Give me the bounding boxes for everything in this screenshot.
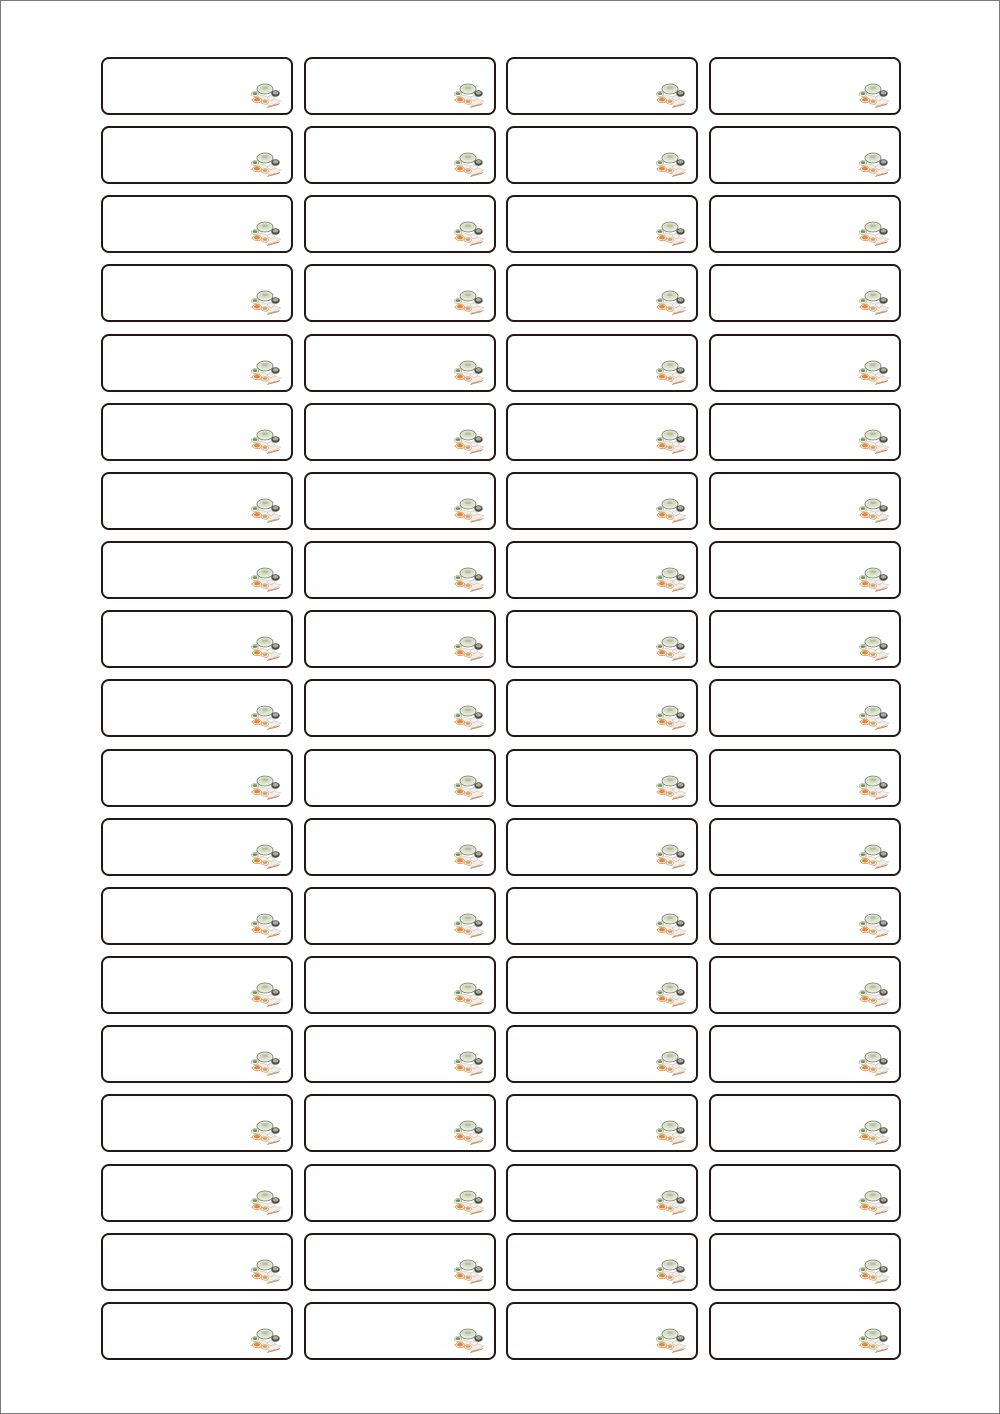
label-cell: [304, 472, 496, 530]
label-cell: [101, 334, 293, 392]
food-set-icon: [652, 701, 688, 731]
food-set-icon: [450, 909, 486, 939]
label-cell: [709, 956, 901, 1014]
food-set-icon: [450, 771, 486, 801]
food-set-icon: [450, 217, 486, 247]
food-set-icon: [450, 978, 486, 1008]
label-cell: [304, 818, 496, 876]
food-set-icon: [652, 1255, 688, 1285]
label-cell: [709, 887, 901, 945]
food-set-icon: [652, 286, 688, 316]
food-set-icon: [450, 563, 486, 593]
label-cell: [709, 1025, 901, 1083]
food-set-icon: [247, 771, 283, 801]
label-cell: [506, 334, 698, 392]
food-set-icon: [450, 632, 486, 662]
food-set-icon: [450, 425, 486, 455]
food-set-icon: [652, 1116, 688, 1146]
label-cell: [709, 1302, 901, 1360]
label-cell: [101, 749, 293, 807]
label-cell: [101, 403, 293, 461]
food-set-icon: [247, 563, 283, 593]
label-cell: [506, 1025, 698, 1083]
label-cell: [709, 749, 901, 807]
food-set-icon: [855, 425, 891, 455]
food-set-icon: [652, 978, 688, 1008]
label-cell: [304, 195, 496, 253]
label-cell: [709, 1233, 901, 1291]
label-cell: [101, 264, 293, 322]
food-set-icon: [855, 563, 891, 593]
label-cell: [101, 818, 293, 876]
label-cell: [304, 1233, 496, 1291]
food-set-icon: [247, 148, 283, 178]
label-cell: [101, 1233, 293, 1291]
food-set-icon: [247, 1255, 283, 1285]
food-set-icon: [855, 1047, 891, 1077]
label-cell: [709, 126, 901, 184]
food-set-icon: [855, 1324, 891, 1354]
food-set-icon: [450, 148, 486, 178]
label-cell: [304, 610, 496, 668]
food-set-icon: [450, 356, 486, 386]
food-set-icon: [247, 1047, 283, 1077]
food-set-icon: [855, 1116, 891, 1146]
label-cell: [304, 749, 496, 807]
label-cell: [304, 1094, 496, 1152]
label-cell: [101, 541, 293, 599]
food-set-icon: [247, 840, 283, 870]
food-set-icon: [652, 148, 688, 178]
label-cell: [304, 1164, 496, 1222]
label-cell: [506, 610, 698, 668]
food-set-icon: [450, 701, 486, 731]
food-set-icon: [855, 1255, 891, 1285]
food-set-icon: [652, 1324, 688, 1354]
food-set-icon: [450, 1047, 486, 1077]
food-set-icon: [652, 909, 688, 939]
label-cell: [709, 472, 901, 530]
food-set-icon: [855, 701, 891, 731]
food-set-icon: [247, 978, 283, 1008]
label-cell: [709, 818, 901, 876]
food-set-icon: [247, 79, 283, 109]
food-set-icon: [652, 217, 688, 247]
food-set-icon: [652, 1186, 688, 1216]
food-set-icon: [247, 1116, 283, 1146]
label-cell: [506, 887, 698, 945]
label-cell: [709, 195, 901, 253]
food-set-icon: [652, 840, 688, 870]
food-set-icon: [855, 978, 891, 1008]
food-set-icon: [855, 494, 891, 524]
label-cell: [709, 541, 901, 599]
food-set-icon: [247, 286, 283, 316]
food-set-icon: [855, 632, 891, 662]
label-cell: [101, 1094, 293, 1152]
food-set-icon: [855, 771, 891, 801]
label-cell: [709, 679, 901, 737]
food-set-icon: [247, 1186, 283, 1216]
food-set-icon: [652, 356, 688, 386]
label-cell: [506, 1233, 698, 1291]
food-set-icon: [855, 356, 891, 386]
food-set-icon: [450, 1186, 486, 1216]
food-set-icon: [450, 286, 486, 316]
label-cell: [506, 403, 698, 461]
label-cell: [304, 264, 496, 322]
label-cell: [304, 541, 496, 599]
label-cell: [304, 334, 496, 392]
label-cell: [101, 195, 293, 253]
food-set-icon: [450, 1116, 486, 1146]
food-set-icon: [247, 217, 283, 247]
label-cell: [506, 541, 698, 599]
label-cell: [101, 1025, 293, 1083]
label-cell: [506, 195, 698, 253]
label-grid: [101, 57, 901, 1360]
label-cell: [304, 956, 496, 1014]
food-set-icon: [247, 494, 283, 524]
label-cell: [101, 1302, 293, 1360]
label-cell: [101, 472, 293, 530]
label-cell: [304, 1025, 496, 1083]
label-cell: [709, 610, 901, 668]
label-cell: [506, 749, 698, 807]
food-set-icon: [855, 217, 891, 247]
food-set-icon: [450, 1324, 486, 1354]
food-set-icon: [247, 356, 283, 386]
food-set-icon: [652, 79, 688, 109]
label-cell: [709, 334, 901, 392]
label-cell: [304, 679, 496, 737]
label-cell: [304, 403, 496, 461]
label-cell: [506, 264, 698, 322]
food-set-icon: [247, 425, 283, 455]
food-set-icon: [450, 494, 486, 524]
food-set-icon: [652, 563, 688, 593]
food-set-icon: [855, 840, 891, 870]
label-cell: [101, 1164, 293, 1222]
label-cell: [506, 956, 698, 1014]
food-set-icon: [652, 771, 688, 801]
label-cell: [709, 403, 901, 461]
label-cell: [506, 679, 698, 737]
food-set-icon: [855, 1186, 891, 1216]
label-cell: [709, 1094, 901, 1152]
label-cell: [101, 57, 293, 115]
label-cell: [506, 472, 698, 530]
label-cell: [506, 1302, 698, 1360]
food-set-icon: [652, 1047, 688, 1077]
food-set-icon: [855, 909, 891, 939]
food-set-icon: [247, 909, 283, 939]
food-set-icon: [450, 1255, 486, 1285]
label-cell: [506, 1094, 698, 1152]
label-cell: [709, 264, 901, 322]
label-cell: [304, 126, 496, 184]
food-set-icon: [855, 148, 891, 178]
food-set-icon: [855, 286, 891, 316]
food-set-icon: [855, 79, 891, 109]
label-cell: [506, 818, 698, 876]
label-cell: [304, 887, 496, 945]
label-cell: [506, 1164, 698, 1222]
label-cell: [506, 126, 698, 184]
food-set-icon: [247, 701, 283, 731]
label-cell: [101, 610, 293, 668]
food-set-icon: [450, 840, 486, 870]
label-cell: [101, 887, 293, 945]
label-cell: [304, 57, 496, 115]
food-set-icon: [652, 494, 688, 524]
label-cell: [304, 1302, 496, 1360]
food-set-icon: [247, 632, 283, 662]
label-cell: [101, 679, 293, 737]
label-cell: [709, 1164, 901, 1222]
food-set-icon: [247, 1324, 283, 1354]
food-set-icon: [652, 425, 688, 455]
label-cell: [101, 126, 293, 184]
label-cell: [101, 956, 293, 1014]
label-cell: [709, 57, 901, 115]
food-set-icon: [450, 79, 486, 109]
label-cell: [506, 57, 698, 115]
food-set-icon: [652, 632, 688, 662]
